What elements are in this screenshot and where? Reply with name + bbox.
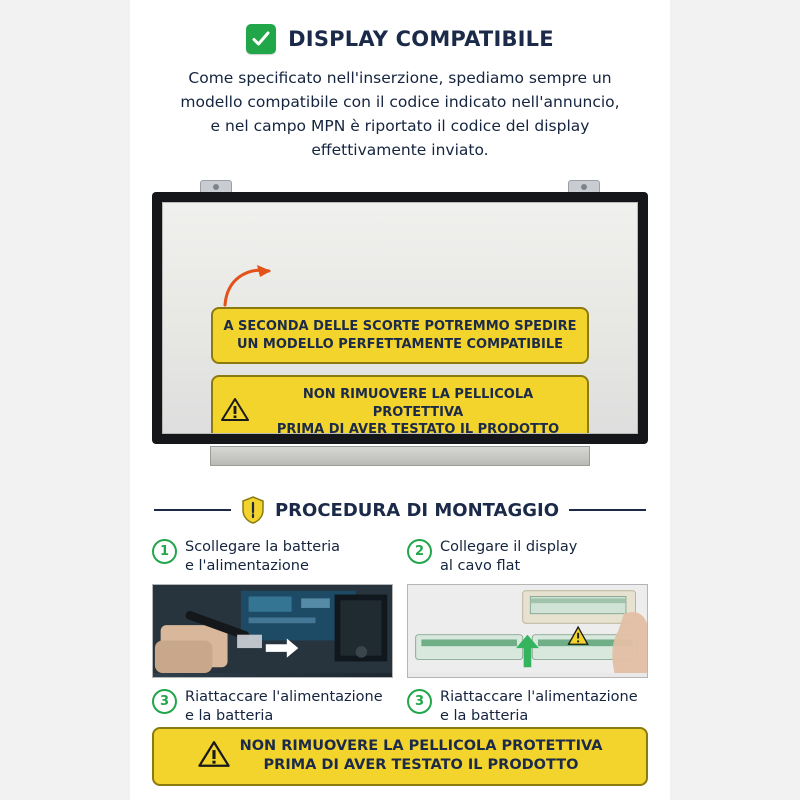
step-3-right-line-2: e la batteria [440, 707, 529, 724]
step-2 [407, 538, 648, 678]
step-1-number: 1 [152, 539, 177, 564]
intro-line-3: e nel campo MPN è riportato il codice del display [210, 117, 590, 136]
film-warning-line-2: PRIMA DI AVER TESTATO IL PRODOTTO [276, 422, 560, 435]
divider-right [569, 509, 646, 511]
display-panel-illustration [152, 180, 648, 470]
header [130, 0, 670, 54]
step-3-left-line-2: e la batteria [185, 707, 274, 724]
step-2-line-1: Collegare il display [440, 539, 578, 556]
step-3-right-number: 3 [407, 689, 432, 714]
intro-paragraph [158, 66, 642, 162]
procedure-steps-row-1 [152, 538, 648, 678]
stock-notice-box [211, 307, 589, 364]
film-warning-box [211, 375, 589, 434]
warning-triangle-icon [221, 397, 249, 428]
procedure-header [154, 496, 646, 524]
step-1-line-2: e l'alimentazione [185, 557, 309, 574]
curved-arrow-icon [221, 261, 277, 311]
film-warning-line-1: NON RIMUOVERE LA PELLICOLA PROTETTIVA [302, 387, 534, 420]
warning-triangle-icon-footer [198, 740, 230, 772]
footer-warning-line-2: PRIMA DI AVER TESTATO IL PRODOTTO [263, 757, 579, 774]
intro-line-2: modello compatibile con il codice indicato nell'annuncio, [180, 93, 620, 112]
step-1-line-1: Scollegare la batteria [185, 539, 341, 556]
display-bottom-strip [210, 446, 590, 466]
intro-line-1: Come specificato nell'inserzione, spediamo sempre un [188, 69, 612, 87]
divider-left [154, 509, 231, 511]
intro-line-4: effettivamente inviato. [311, 141, 489, 160]
stock-notice-line-2: UN MODELLO PERFETTAMENTE COMPATIBILE [236, 336, 564, 352]
display-bezel [152, 192, 648, 444]
step-2-number: 2 [407, 539, 432, 564]
step-3-left [152, 688, 393, 726]
step-3-right [407, 688, 648, 726]
step-2-line-2: al cavo flat [440, 557, 521, 574]
shield-icon [241, 496, 265, 524]
step-3-left-line-1: Riattaccare l'alimentazione [185, 688, 383, 705]
flat-cable-connector-photo [407, 584, 648, 678]
laptop-motherboard-photo [152, 584, 393, 678]
stock-notice-line-1: A SECONDA DELLE SCORTE POTREMMO SPEDIRE [223, 319, 577, 335]
step-3-right-line-1: Riattaccare l'alimentazione [440, 688, 638, 705]
step-1 [152, 538, 393, 678]
procedure-title: PROCEDURA DI MONTAGGIO [274, 499, 560, 521]
page-title: DISPLAY COMPATIBILE [288, 27, 554, 51]
procedure-steps-row-2 [152, 688, 648, 726]
content-sheet [130, 0, 670, 800]
footer-warning-banner [152, 727, 648, 786]
display-screen-surface [162, 202, 638, 434]
footer-warning-line-1: NON RIMUOVERE LA PELLICOLA PROTETTIVA [239, 737, 603, 754]
check-icon [246, 24, 276, 54]
step-3-left-number: 3 [152, 689, 177, 714]
